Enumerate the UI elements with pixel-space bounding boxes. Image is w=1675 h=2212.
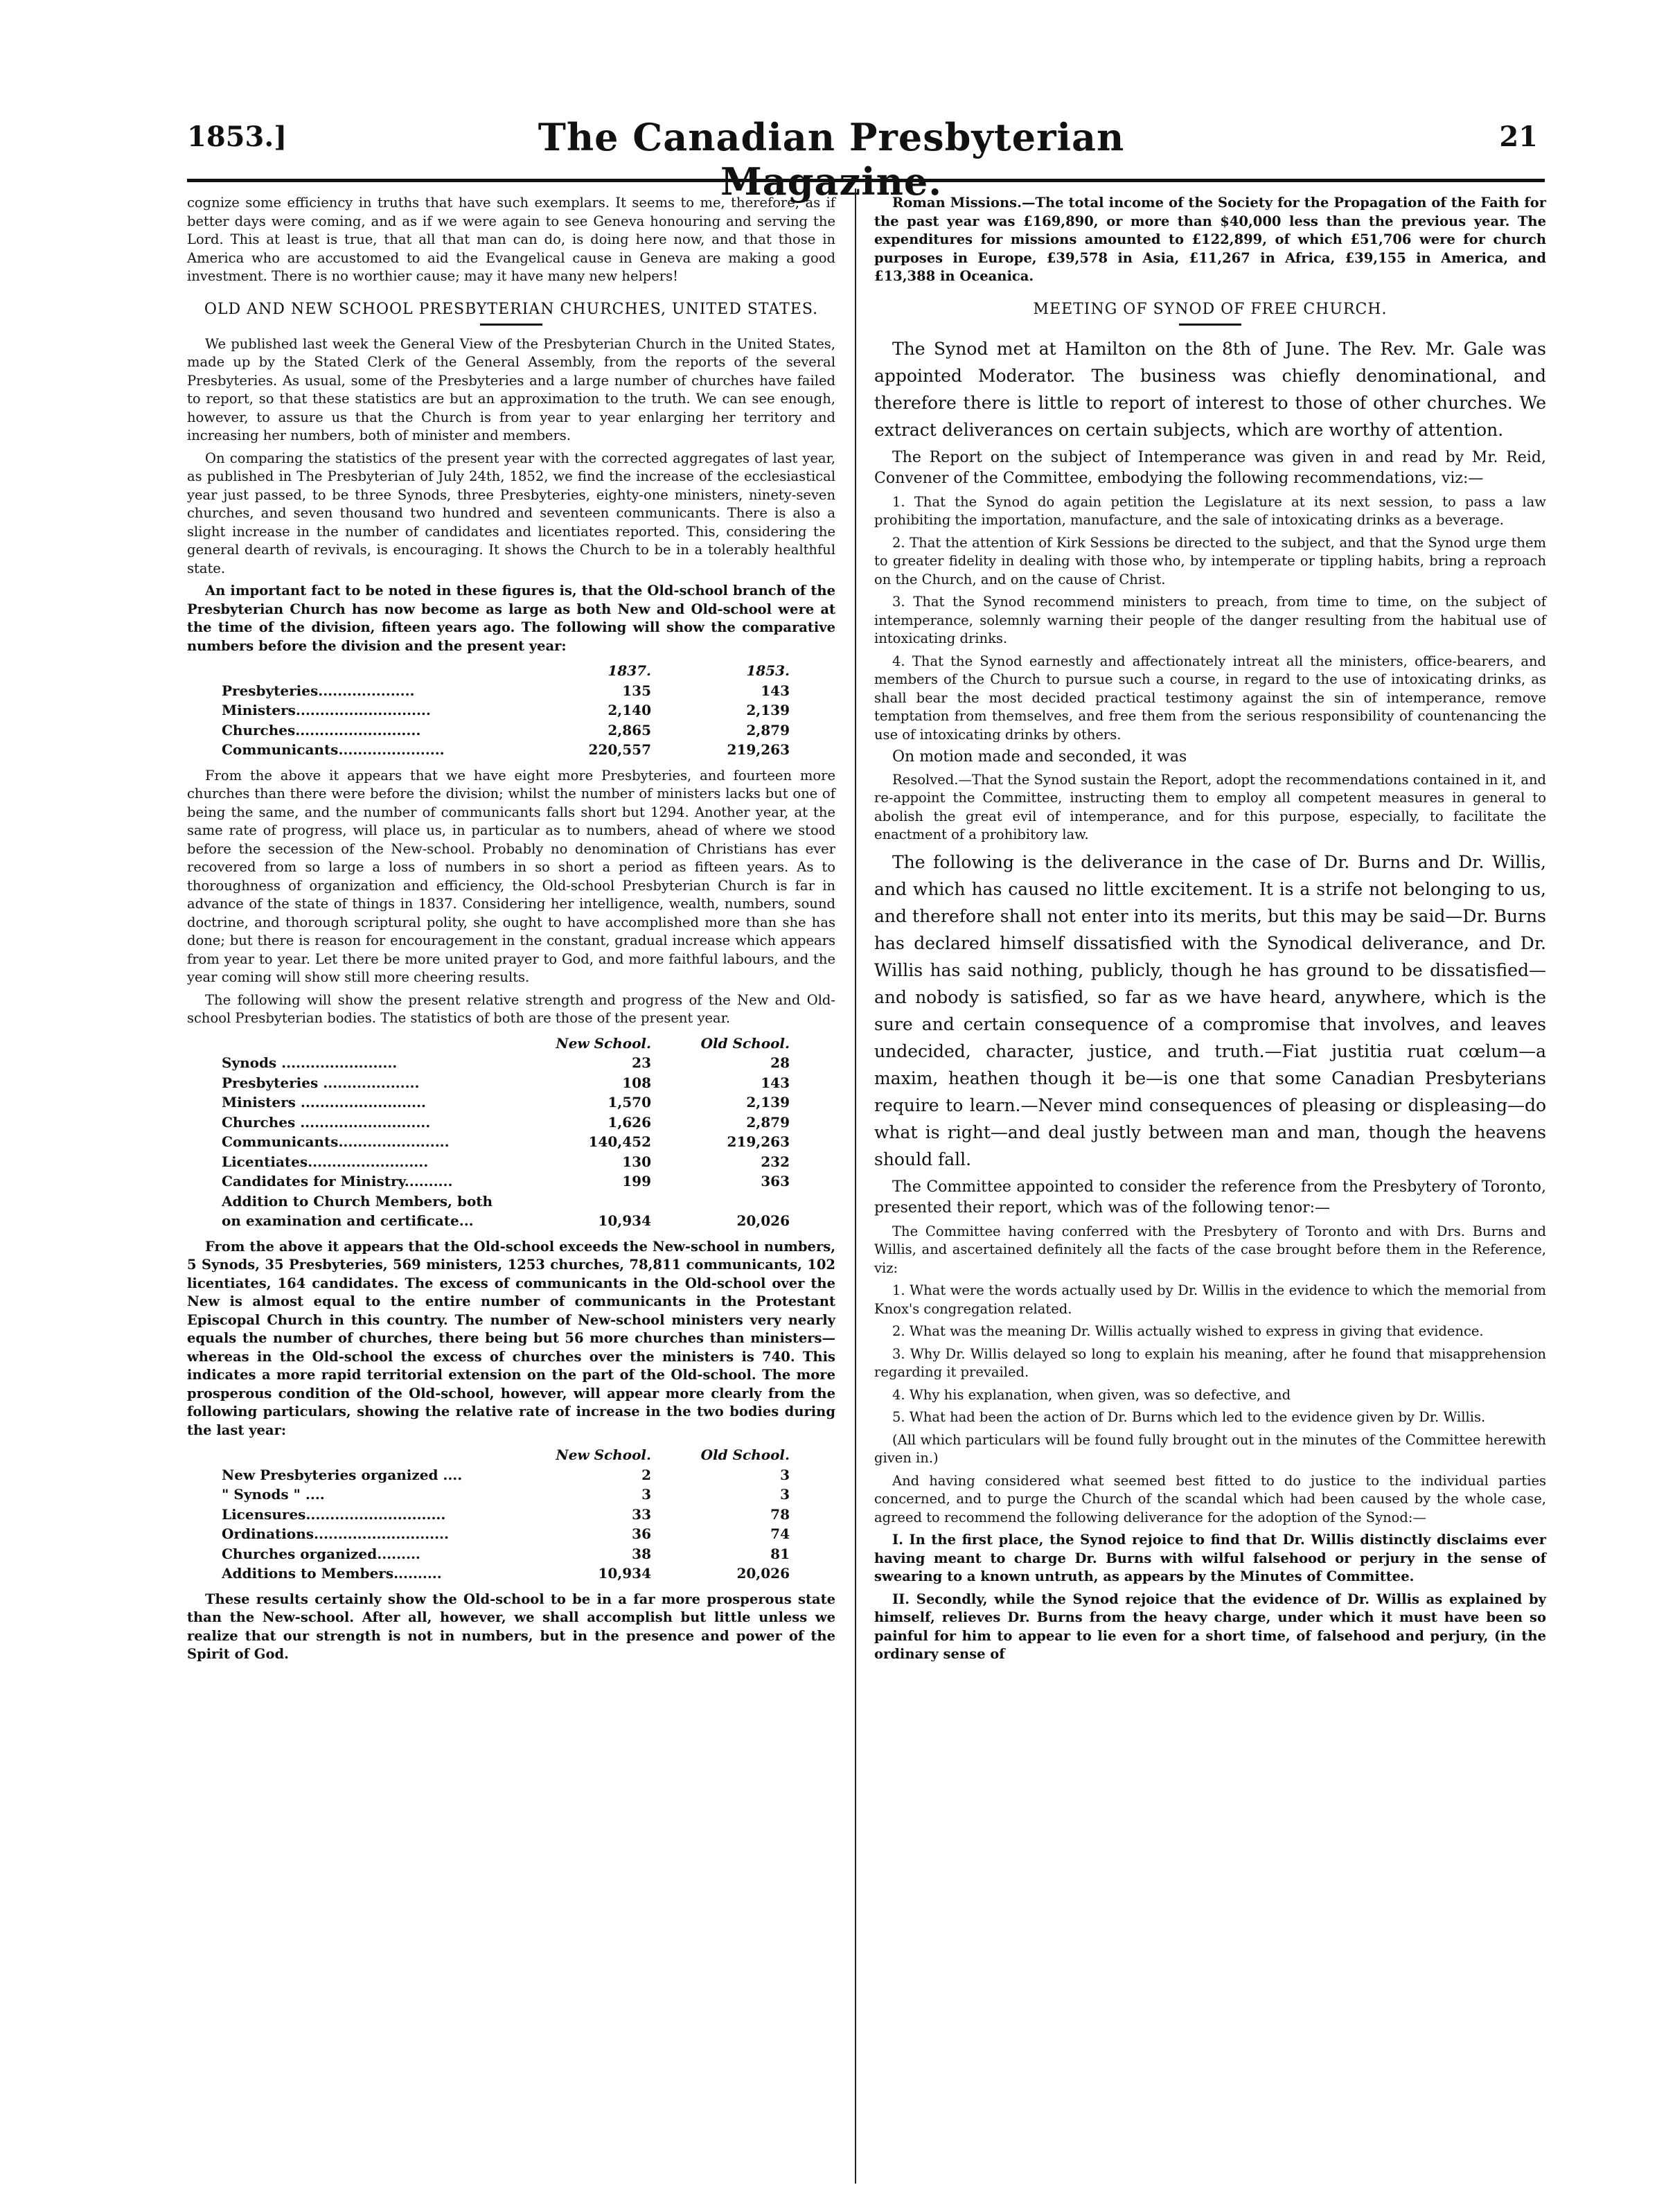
header-rule — [187, 179, 1545, 182]
paragraph: The Committee appointed to consider the reference from the Presbytery of Toronto, presented their report, which was of the following tenor:— — [874, 1178, 1546, 1216]
paragraph: The following is the deliverance in the case of Dr. Burns and Dr. Willis, and which has caused no little excitement. It is a strife not belonging to us, and therefore shall not enter into its merits, but this may be said—Dr. Burns has declared himself dissatisfied with the Synodical deliverance, and Dr. Willis has said nothing, publicly, though he has ground to be dissatisfied—and nobody is satisfied, so far as we have heard, anywhere, which is the sure and certain consequence of a compromise that involves, and leaves undecided, character, justice, and truth.—Fiat justitia ruat cœlum—a maxim, heathen though it be—is one that some Canadian Presbyterians require to learn.—Never mind consequences of pleasing or displeasing—do what is right—and deal justly between man and man, though the heavens should fall. — [874, 851, 1546, 1169]
table-header-cell: 1853. — [746, 662, 790, 679]
table-row — [222, 1465, 790, 1485]
table-cell: 10,934 — [598, 1212, 651, 1229]
table-cell: 1,626 — [608, 1113, 651, 1131]
paragraph: And having considered what seemed best fitted to do justice to the individual parties concerned, and to purge the Church of the scandal which had been caused by the whole case, agreed to recommend the following deliverance for the adoption of the Synod:— — [874, 1472, 1546, 1525]
table-cell: Communicants...................... — [222, 741, 445, 758]
paragraph: These results certainly show the Old-school to be in a far more prosperous state than the New-school. After all, however, we shall accomplish but little unless we realize that our strength is not in numbers, but in the presence and power of the Spirit of God. — [187, 1591, 835, 1662]
paragraph: On motion made and seconded, it was — [892, 748, 1187, 766]
paragraph: From the above it appears that the Old-school exceeds the New-school in numbers, 5 Synods, 35 Presbyteries, 569 ministers, 1253 churches, 78,811 communicants, 102 licentiates, 164 candidates. The excess of communicants in the Old-school over the New is almost equal to the entire number of communicants in the Protestant Episcopal Church in this country. The number of New-school ministers very nearly equals the number of churches, there being but 56 more churches than ministers—whereas in the Old-school the excess of churches over the ministers is 740. This indicates a more rapid territorial extension on the part of the Old-school. The more prosperous condition of the Old-school, however, will appear more clearly from the following particulars, showing the relative rate of increase in the two bodies during the last year: — [187, 1238, 835, 1438]
table-row — [222, 1053, 790, 1073]
page-header — [187, 115, 1538, 204]
table-cell: 74 — [770, 1525, 790, 1542]
table-header-cell: New School. — [556, 1446, 651, 1463]
comparison-table-1837-1853 — [222, 661, 790, 760]
table-cell: Presbyteries.................... — [222, 682, 415, 699]
article-heading-synod-free-church: MEETING OF SYNOD OF FREE CHURCH. — [1033, 300, 1388, 318]
table-cell: Additions to Members.......... — [222, 1565, 442, 1582]
table-cell: Communicants....................... — [222, 1133, 450, 1150]
table-cell: 2,879 — [746, 721, 790, 738]
paragraph: We published last week the General View of the Presbyterian Church in the United States, made up by the Stated Clerk of the General Assembly, from the reports of the several Presbyteries. As usual, some of the Presbyteries and a large number of churches have failed to report, so that these statistics are but an approximation to the truth. We can see enough, however, to assure us that the Church is from year to year enlarging her territory and increasing her numbers, both of minister and members. — [187, 335, 835, 443]
table-cell: 38 — [632, 1545, 651, 1562]
table-row — [222, 700, 790, 720]
table-cell: 1,570 — [608, 1094, 651, 1111]
paragraph: Roman Missions.—The total income of the Society for the Propagation of the Faith for the past year was £169,890, or more than $40,000 less than the previous year. The expenditures for missions amounted to £122,899, of which £51,706 were for church purposes in Europe, £39,578 in Asia, £11,267 in Africa, £39,155 in America, and £13,388 in Oceanica. — [874, 195, 1546, 284]
note: (All which particulars will be found fully brought out in the minutes of the Committee herewith given in.) — [874, 1431, 1546, 1466]
recommendation-item: 2. That the attention of Kirk Sessions be directed to the subject, and that the Synod urge them to greater fidelity in dealing with those who, by intemperate or tippling habits, bring a reproach on the Church, and on the cause of Christ. — [874, 534, 1546, 587]
table-cell: 81 — [770, 1545, 790, 1562]
table-row — [222, 1132, 790, 1152]
deliverance-item: II. Secondly, while the Synod rejoice that the evidence of Dr. Willis as explained by himself, relieves Dr. Burns from the heavy charge, under which it must have been so painful for him to appear to lie even for a short time, of falsehood and perjury, (in the ordinary sense of — [874, 1591, 1546, 1662]
comparison-table-increase — [222, 1445, 790, 1584]
table-row — [222, 1092, 790, 1113]
question-item: 3. Why Dr. Willis delayed so long to explain his meaning, after he found that misapprehension regarding it prevailed. — [874, 1345, 1546, 1380]
table-cell: 3 — [780, 1486, 790, 1503]
table-cell: 78 — [770, 1505, 790, 1523]
table-cell: Churches.......................... — [222, 721, 421, 738]
recommendation-item: 1. That the Synod do again petition the Legislature at its next session, to pass a law prohibiting the importation, manufacture, and the sale of intoxicating drinks as a beverage. — [874, 493, 1546, 528]
paragraph: The Committee having conferred with the Presbytery of Toronto and with Drs. Burns and Willis, and ascertained definitely all the facts of the case brought before them in the Reference, viz: — [874, 1223, 1546, 1276]
table-cell: Licentiates......................... — [222, 1153, 429, 1170]
table-cell — [513, 1192, 651, 1212]
table-row — [222, 1544, 790, 1564]
table-cell: 36 — [632, 1525, 651, 1542]
table-row — [222, 1073, 790, 1093]
table-cell: 2,139 — [746, 702, 790, 718]
question-item: 2. What was the meaning Dr. Willis actually wished to express in giving that evidence. — [892, 1323, 1484, 1339]
table-cell: 2,865 — [608, 721, 651, 738]
table-cell: 20,026 — [736, 1212, 790, 1229]
table-cell: 363 — [761, 1173, 790, 1189]
table-cell — [651, 1192, 790, 1212]
table-cell: 199 — [622, 1173, 651, 1189]
table-row — [222, 740, 790, 760]
table-row — [222, 681, 790, 701]
right-column — [874, 194, 1546, 1668]
table-cell: Candidates for Ministry.......... — [222, 1173, 453, 1189]
table-cell: 20,026 — [736, 1565, 790, 1582]
table-row — [222, 1211, 790, 1231]
table-cell: 2,139 — [746, 1094, 790, 1111]
table-cell: 3 — [641, 1486, 651, 1503]
intro-paragraph: cognize some efficiency in truths that have such exemplars. It seems to me, therefore, as if better days were coming, and as if we were again to see Geneva honouring and serving the Lord. This at least is true, that all that man can do, is doing here now, and that those in America who are accustomed to aid the Evangelical cause in Geneva are making a good investment. There is no worthier cause; may it have many new helpers! — [187, 195, 835, 284]
table-row — [222, 1171, 790, 1192]
table-header-cell: Old School. — [700, 1034, 790, 1052]
table-cell: 10,934 — [598, 1565, 651, 1582]
table-cell: Ministers............................ — [222, 702, 431, 718]
table-header-cell: 1837. — [608, 662, 651, 679]
heading-rule — [480, 324, 542, 326]
table-cell: 130 — [622, 1153, 651, 1170]
deliverance-item: I. In the first place, the Synod rejoice to find that Dr. Willis distinctly disclaims ever having meant to charge Dr. Burns with wilful falsehood or perjury in the sense of swearing to a known untruth, as appears by the Minutes of Committee. — [874, 1532, 1546, 1584]
table-cell: Presbyteries .................... — [222, 1074, 420, 1091]
table-cell: Synods ........................ — [222, 1054, 398, 1071]
paragraph: On comparing the statistics of the present year with the corrected aggregates of last year, as published in The Presbyterian of July 24th, 1852, we find the increase of the ecclesiastical year just passed, to be three Synods, three Presbyteries, eighty-one ministers, ninety-seven churches, and seven thousand two hundred and seventeen communicants. There is also a slight increase in the number of candidates and licentiates reported. This, considering the general dearth of revivals, is encouraging. It shows the Church to be in a tolerably healthful state. — [187, 450, 835, 576]
table-row — [222, 1505, 790, 1525]
article-heading-old-new-school: OLD AND NEW SCHOOL PRESBYTERIAN CHURCHES, UNITED STATES. — [204, 300, 819, 318]
table-header-row — [222, 661, 790, 681]
table-cell: New Presbyteries organized .... — [222, 1466, 463, 1483]
table-cell: 2 — [641, 1466, 651, 1483]
column-divider — [855, 188, 856, 2184]
table-cell: Churches ........................... — [222, 1113, 431, 1131]
masthead-title: The Canadian Presbyterian Magazine. — [538, 115, 1125, 204]
table-header-cell — [222, 1445, 513, 1465]
table-cell: 143 — [761, 1074, 790, 1091]
table-cell: 3 — [780, 1466, 790, 1483]
table-row — [222, 1485, 790, 1505]
table-header-cell — [222, 661, 513, 681]
resolution: Resolved.—That the Synod sustain the Report, adopt the recommendations contained in it, and re-appoint the Committee, instructing them to employ all competent measures in general to abolish the great evil of intemperance, and for this purpose, especially, to facilitate the enactment of a prohibitory law. — [874, 771, 1546, 842]
page-number: 21 — [1499, 121, 1538, 153]
table-cell: 219,263 — [727, 741, 790, 758]
table-cell: Ordinations............................ — [222, 1525, 449, 1542]
table-cell: 135 — [622, 682, 651, 699]
table-cell: 219,263 — [727, 1133, 790, 1150]
header-year: 1853.] — [187, 121, 287, 153]
table-row — [222, 1524, 790, 1544]
table-cell: on examination and certificate... — [222, 1212, 474, 1229]
left-column — [187, 194, 835, 1668]
paragraph: An important fact to be noted in these figures is, that the Old-school branch of the Presbyterian Church has now become as large as both New and Old-school were at the time of the division, fifteen years ago. The following will show the comparative numbers before the division and the present year: — [187, 583, 835, 654]
table-cell: 2,879 — [746, 1113, 790, 1131]
paragraph: The Report on the subject of Intemperance was given in and read by Mr. Reid, Convener of the Committee, embodying the following recommendations, viz:— — [874, 448, 1546, 487]
table-cell: 23 — [632, 1054, 651, 1071]
table-cell: 2,140 — [608, 702, 651, 718]
table-cell: " Synods " .... — [222, 1486, 325, 1503]
table-header-row — [222, 1034, 790, 1054]
table-row — [222, 1152, 790, 1172]
table-header-cell — [222, 1034, 513, 1054]
table-cell: 140,452 — [588, 1133, 651, 1150]
table-row — [222, 1113, 790, 1133]
paragraph: The Synod met at Hamilton on the 8th of June. The Rev. Mr. Gale was appointed Moderator. The business was chiefly denominational, and therefore there is little to report of interest to those of other churches. We extract deliverances on certain subjects, which are worthy of attention. — [874, 338, 1546, 440]
table-row — [222, 720, 790, 741]
table-cell: 33 — [632, 1505, 651, 1523]
table-cell: Licensures............................. — [222, 1505, 446, 1523]
table-cell: Churches organized......... — [222, 1545, 420, 1562]
table-cell: Addition to Church Members, both — [222, 1192, 493, 1210]
question-item: 5. What had been the action of Dr. Burns which led to the evidence given by Dr. Willis. — [892, 1409, 1486, 1425]
table-cell: 232 — [761, 1153, 790, 1170]
table-cell: 143 — [761, 682, 790, 699]
paragraph: The following will show the present relative strength and progress of the New and Old-school Presbyterian bodies. The statistics of both are those of the present year. — [187, 991, 835, 1026]
question-item: 1. What were the words actually used by Dr. Willis in the evidence to which the memorial from Knox's congregation related. — [874, 1282, 1546, 1317]
recommendation-item: 4. That the Synod earnestly and affectionately intreat all the ministers, office-bearers, and members of the Church to pursue such a course, in regard to the use of intoxicating drinks, as shall bear the most decided practical testimony against the sin of intemperance, remove temptation from themselves, and free them from the serious responsibility of countenancing the use of intoxicating drinks by others. — [874, 653, 1546, 743]
table-cell: 220,557 — [588, 741, 651, 758]
comparison-table-new-old-school — [222, 1034, 790, 1231]
table-header-cell: Old School. — [700, 1446, 790, 1463]
table-row — [222, 1564, 790, 1584]
table-cell: 28 — [770, 1054, 790, 1071]
table-header-row — [222, 1445, 790, 1465]
heading-rule — [1179, 324, 1241, 326]
paragraph: From the above it appears that we have eight more Presbyteries, and fourteen more churches than there were before the division; whilst the number of ministers lacks but one of being the same, and the number of communicants falls short but 1294. Another year, at the same rate of progress, will place us, in particular as to numbers, ahead of where we stood before the secession of the New-school. Probably no denomination of Christians has ever recovered from so large a loss of numbers in so short a period as fifteen years. As to thoroughness of organization and efficiency, the Old-school Presbyterian Church is far in advance of the state of things in 1837. Considering her intelligence, wealth, numbers, sound doctrine, and thorough scriptural polity, she ought to have accomplished more than she has done; but there is reason for encouragement in the constant, gradual increase which appears from year to year. Let there be more united prayer to God, and more faithful labours, and the year coming will show still more cheering results. — [187, 767, 835, 985]
table-cell: 108 — [622, 1074, 651, 1091]
table-row — [222, 1192, 790, 1212]
question-item: 4. Why his explanation, when given, was so defective, and — [892, 1386, 1291, 1403]
table-header-cell: New School. — [556, 1034, 651, 1052]
recommendation-item: 3. That the Synod recommend ministers to preach, from time to time, on the subject of intemperance, solemnly warning their people of the danger resulting from the habitual use of intoxicating drinks. — [874, 594, 1546, 646]
table-cell: Ministers .......................... — [222, 1094, 426, 1111]
